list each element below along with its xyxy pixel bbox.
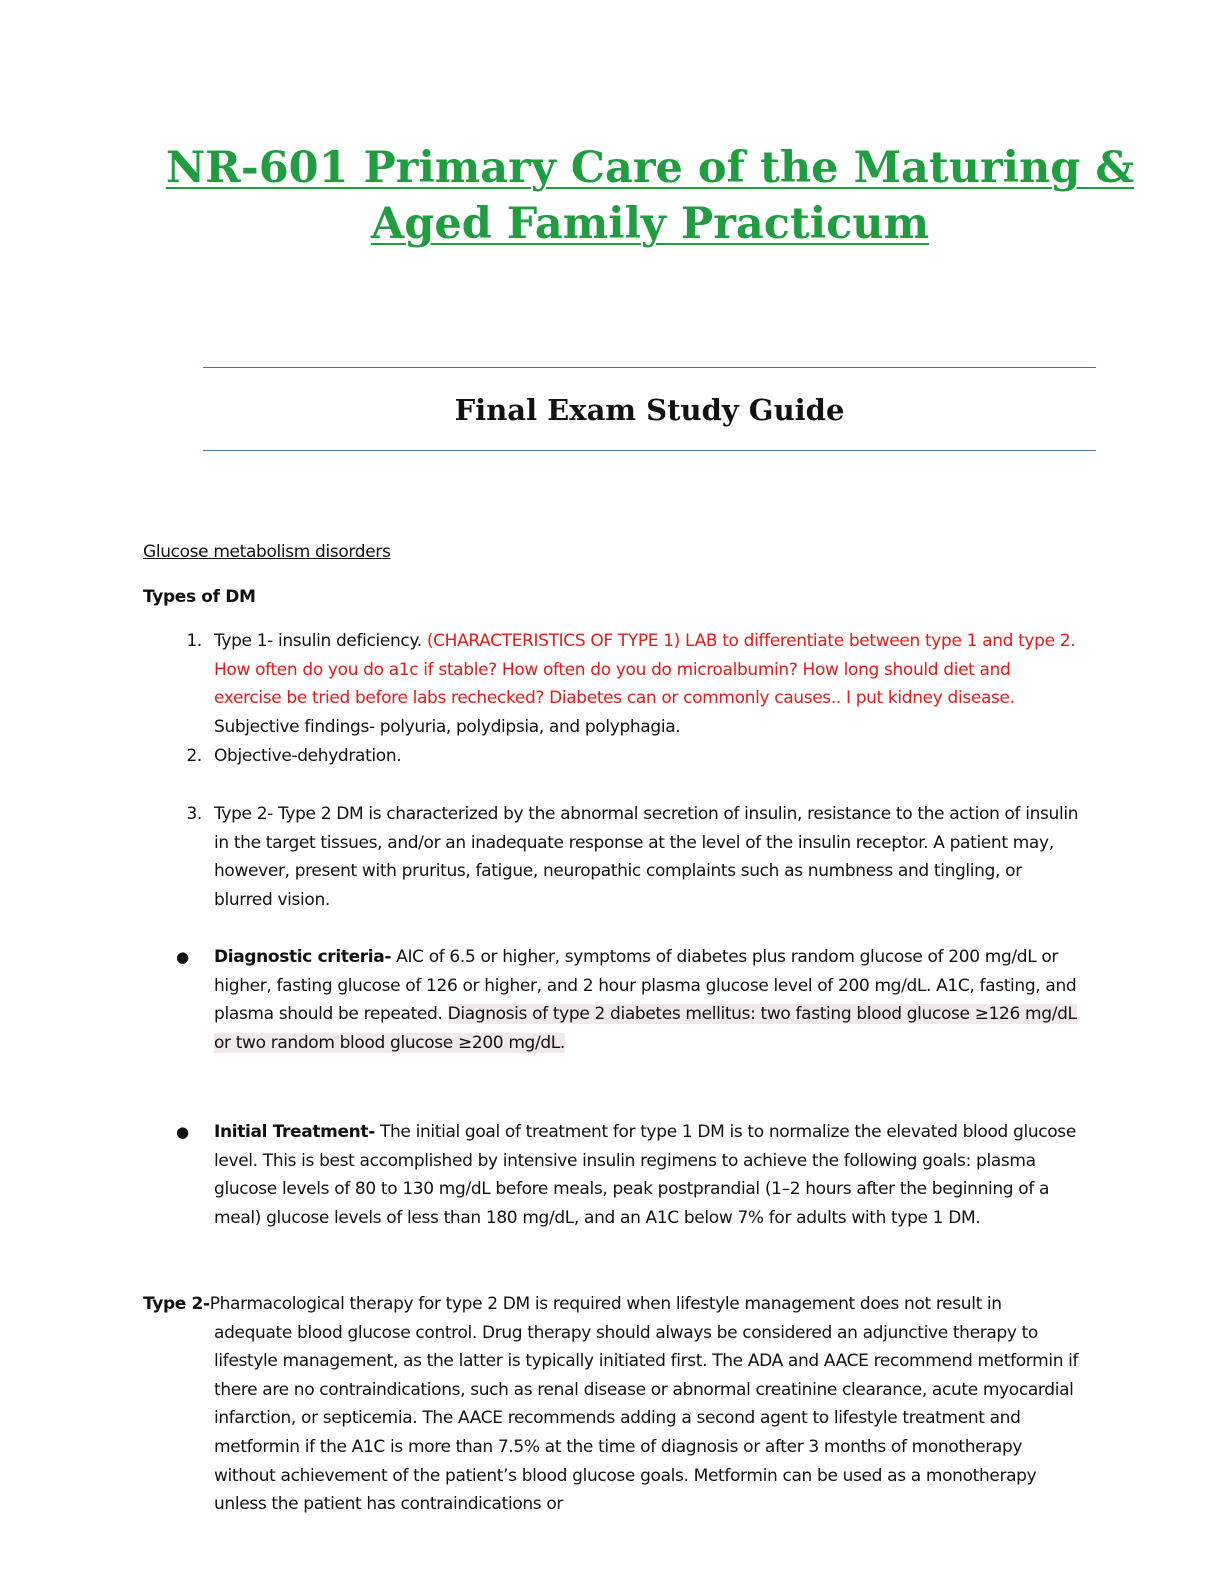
- bullet-diagnostic-criteria: [176, 943, 1079, 1057]
- highlighted-text: Diagnosis of type 2 diabetes mellitus: two fasting blood glucose ≥126 mg/dL or two random blood glucose ≥200 mg/dL.: [214, 1004, 1077, 1053]
- list-number: 3.: [186, 804, 202, 824]
- list-item-type2: [186, 800, 1079, 914]
- bullet-text: The initial goal of treatment for type 1 DM is to normalize the elevated blood glucose level. This is best accomplished by intensive insulin regimens to achieve the following goals: plasma glucose levels of 80 to 130 mg/dL before meals, peak postprandial (1–2 hours after the beginning of a meal) glucose levels of less than 180 mg/dL, and an A1C below 7% for adults with type 1 DM.: [214, 1122, 1076, 1228]
- types-heading: Types of DM: [143, 587, 256, 607]
- item-text: Objective-dehydration.: [214, 746, 402, 766]
- type2-paragraph: [143, 1290, 1082, 1519]
- page-title: NR-601 Primary Care of the Maturing & Aged Family Practicum: [165, 143, 1135, 249]
- bullet-icon: ●: [176, 1123, 189, 1141]
- bullet-icon: ●: [176, 948, 189, 966]
- item-label: Type 1-: [214, 631, 273, 651]
- bullet-text: AIC of 6.5 or higher, symptoms of diabetes plus random glucose of 200 mg/dL or higher, fasting glucose of 126 or higher, and 2 hour plasma glucose level of 200 mg/dL. A1C, fasting, and plasma should be repeated.: [214, 947, 1077, 1025]
- list-number: 2.: [186, 746, 202, 766]
- item-text: insulin deficiency.: [272, 631, 427, 651]
- bullet-label: Initial Treatment-: [214, 1122, 375, 1142]
- paragraph-label: Type 2-: [143, 1294, 210, 1314]
- top-divider: [203, 367, 1096, 368]
- section-heading: Glucose metabolism disorders: [143, 542, 391, 562]
- list-number: 1.: [186, 631, 202, 651]
- red-note: (CHARACTERISTICS OF TYPE 1) LAB to differentiate between type 1 and type 2. How often do you do a1c if stable? How often do you do microalbumin? How long should diet and exercise be tried before labs rechecked? Diabetes can or commonly causes.. I put kidney disease.: [214, 631, 1076, 709]
- bottom-divider: [203, 450, 1096, 451]
- item-tail-text: Subjective findings- polyuria, polydipsia, and polyphagia.: [214, 716, 681, 737]
- bullet-label: Diagnostic criteria-: [214, 947, 392, 967]
- list-item-type1: [186, 627, 1079, 741]
- list-item-objective: [186, 742, 1079, 771]
- bullet-initial-treatment: [176, 1118, 1079, 1232]
- item-text: Type 2- Type 2 DM is characterized by the abnormal secretion of insulin, resistance to the action of insulin in the target tissues, and/or an inadequate response at the level of the insulin receptor. A patient may, however, present with pruritus, fatigue, neuropathic complaints such as numbness and tingling, or blurred vision.: [214, 804, 1079, 910]
- paragraph-text: Pharmacological therapy for type 2 DM is required when lifestyle management does not result in adequate blood glucose control. Drug therapy should always be considered an adjunctive therapy to lifestyle management, as the latter is typically initiated first. The ADA and AACE recommend metformin if there are no contraindications, such as renal disease or abnormal creatinine clearance, acute myocardial infarction, or septicemia. The AACE recommends adding a second agent to lifestyle treatment and metformin if the A1C is more than 7.5% at the time of diagnosis or after 3 months of monotherapy without achievement of the patient’s blood glucose goals. Metformin can be used as a monotherapy unless the patient has contraindications or: [209, 1294, 1079, 1515]
- page-subtitle: Final Exam Study Guide: [454, 393, 845, 427]
